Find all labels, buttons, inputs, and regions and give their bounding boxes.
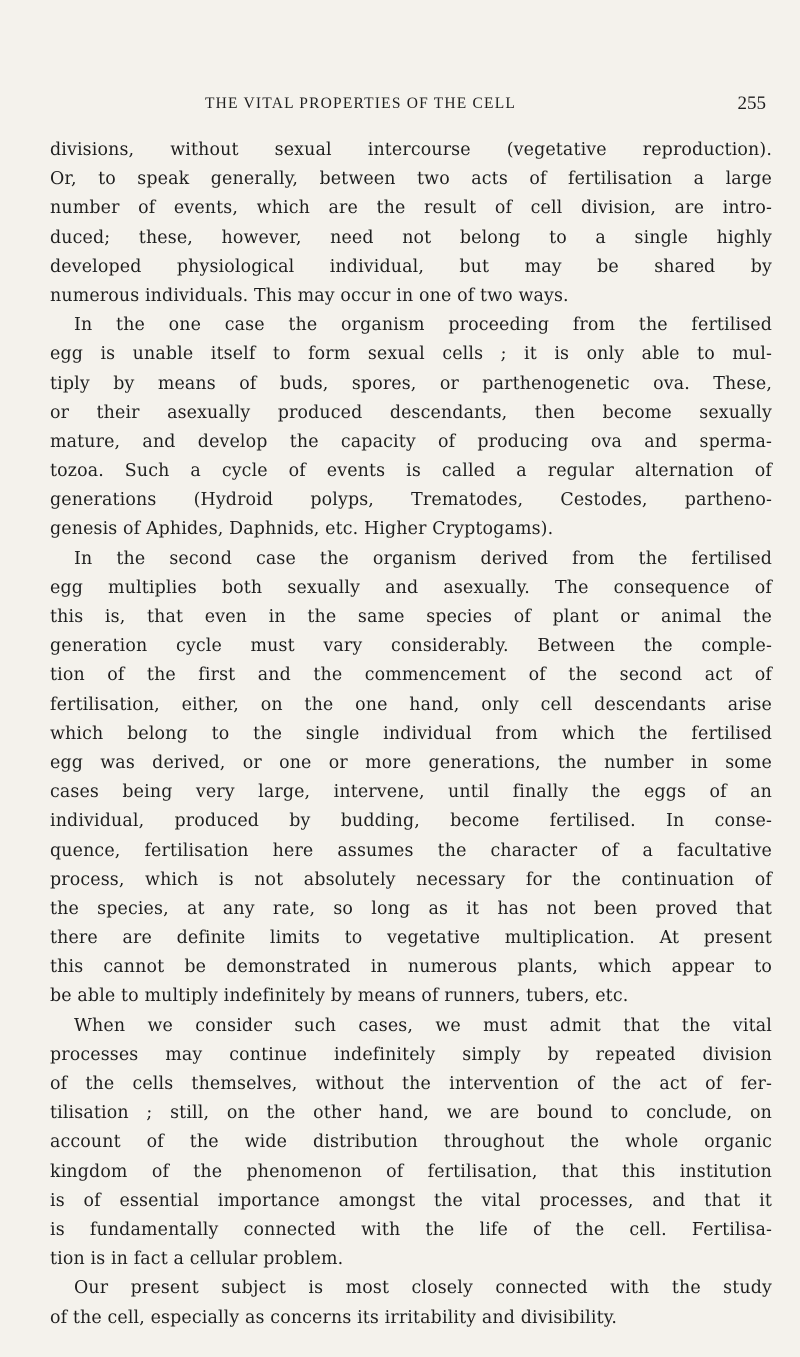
text-line: generation cycle must vary considerably. Between the comple- <box>50 636 772 657</box>
text-line: duced; these, however, need not belong to a single highly <box>50 227 772 248</box>
text-line: divisions, without sexual intercourse (vegetative reproduction). <box>50 140 772 160</box>
text-line: process, which is not absolutely necessary for the continuation of <box>50 869 772 890</box>
text-line: mature, and develop the capacity of producing ova and sperma- <box>50 431 772 452</box>
text-line: processes may continue indefinitely simply by repeated division <box>50 1044 772 1065</box>
text-line: genesis of Aphides, Daphnids, etc. Higher Cryptogams). <box>50 519 554 540</box>
text-line: tion of the first and the commencement of the second act of <box>50 665 772 686</box>
text-line: tilisation ; still, on the other hand, we are bound to conclude, on <box>50 1103 772 1124</box>
text-line: individual, produced by budding, become fertilised. In conse- <box>50 811 772 832</box>
text-line: In the second case the organism derived from the fertilised <box>74 548 772 569</box>
text-line: Or, to speak generally, between two acts of fertilisation a large <box>50 169 772 190</box>
text-line: numerous individuals. This may occur in one of two ways. <box>50 285 569 306</box>
text-line: there are definite limits to vegetative multiplication. At present <box>50 928 772 949</box>
running-head-title: THE VITAL PROPERTIES OF THE CELL <box>205 95 517 112</box>
text-line: developed physiological individual, but may be shared by <box>50 256 772 277</box>
text-line: tion is in fact a cellular problem. <box>50 1249 344 1270</box>
text-line: this cannot be demonstrated in numerous plants, which appear to <box>50 957 772 978</box>
text-line: the species, at any rate, so long as it has not been proved that <box>50 898 772 919</box>
text-line: account of the wide distribution throughout the whole organic <box>50 1132 772 1153</box>
text-line: of the cell, especially as concerns its irritability and divisibility. <box>50 1307 618 1328</box>
text-line: is of essential importance amongst the vital processes, and that it <box>50 1190 772 1211</box>
text-line: egg is unable itself to form sexual cells ; it is only able to mul- <box>50 344 772 365</box>
text-line: of the cells themselves, without the intervention of the act of fer- <box>50 1074 772 1094</box>
text-line: quence, fertilisation here assumes the character of a facultative <box>50 840 772 861</box>
text-line: cases being very large, intervene, until finally the eggs of an <box>50 782 772 803</box>
text-line: is fundamentally connected with the life of the cell. Fertilisa- <box>50 1219 772 1240</box>
running-head <box>50 95 770 117</box>
page-number: 255 <box>737 93 766 114</box>
text-line: egg multiplies both sexually and asexually. The consequence of <box>50 577 772 598</box>
text-line: When we consider such cases, we must admit that the vital <box>74 1015 772 1036</box>
text-line: tiply by means of buds, spores, or parthenogenetic ova. These, <box>50 373 772 394</box>
body-text <box>50 136 772 1333</box>
text-line: kingdom of the phenomenon of fertilisation, that this institution <box>50 1161 772 1182</box>
text-line: this is, that even in the same species of plant or animal the <box>50 607 772 627</box>
text-line: or their asexually produced descendants, then become sexually <box>50 402 772 423</box>
text-line: be able to multiply indefinitely by means of runners, tubers, etc. <box>50 986 629 1007</box>
text-line: generations (Hydroid polyps, Trematodes, Cestodes, partheno- <box>50 490 772 511</box>
text-line: fertilisation, either, on the one hand, only cell descendants arise <box>50 694 772 715</box>
text-line: which belong to the single individual from which the fertilised <box>50 723 772 744</box>
text-line: tozoa. Such a cycle of events is called a regular alternation of <box>50 461 772 482</box>
text-line: Our present subject is most closely connected with the study <box>74 1278 772 1299</box>
text-line: egg was derived, or one or more generations, the number in some <box>50 752 772 773</box>
text-line: number of events, which are the result of cell division, are intro- <box>50 198 772 219</box>
text-line: In the one case the organism proceeding from the fertilised <box>74 315 772 336</box>
